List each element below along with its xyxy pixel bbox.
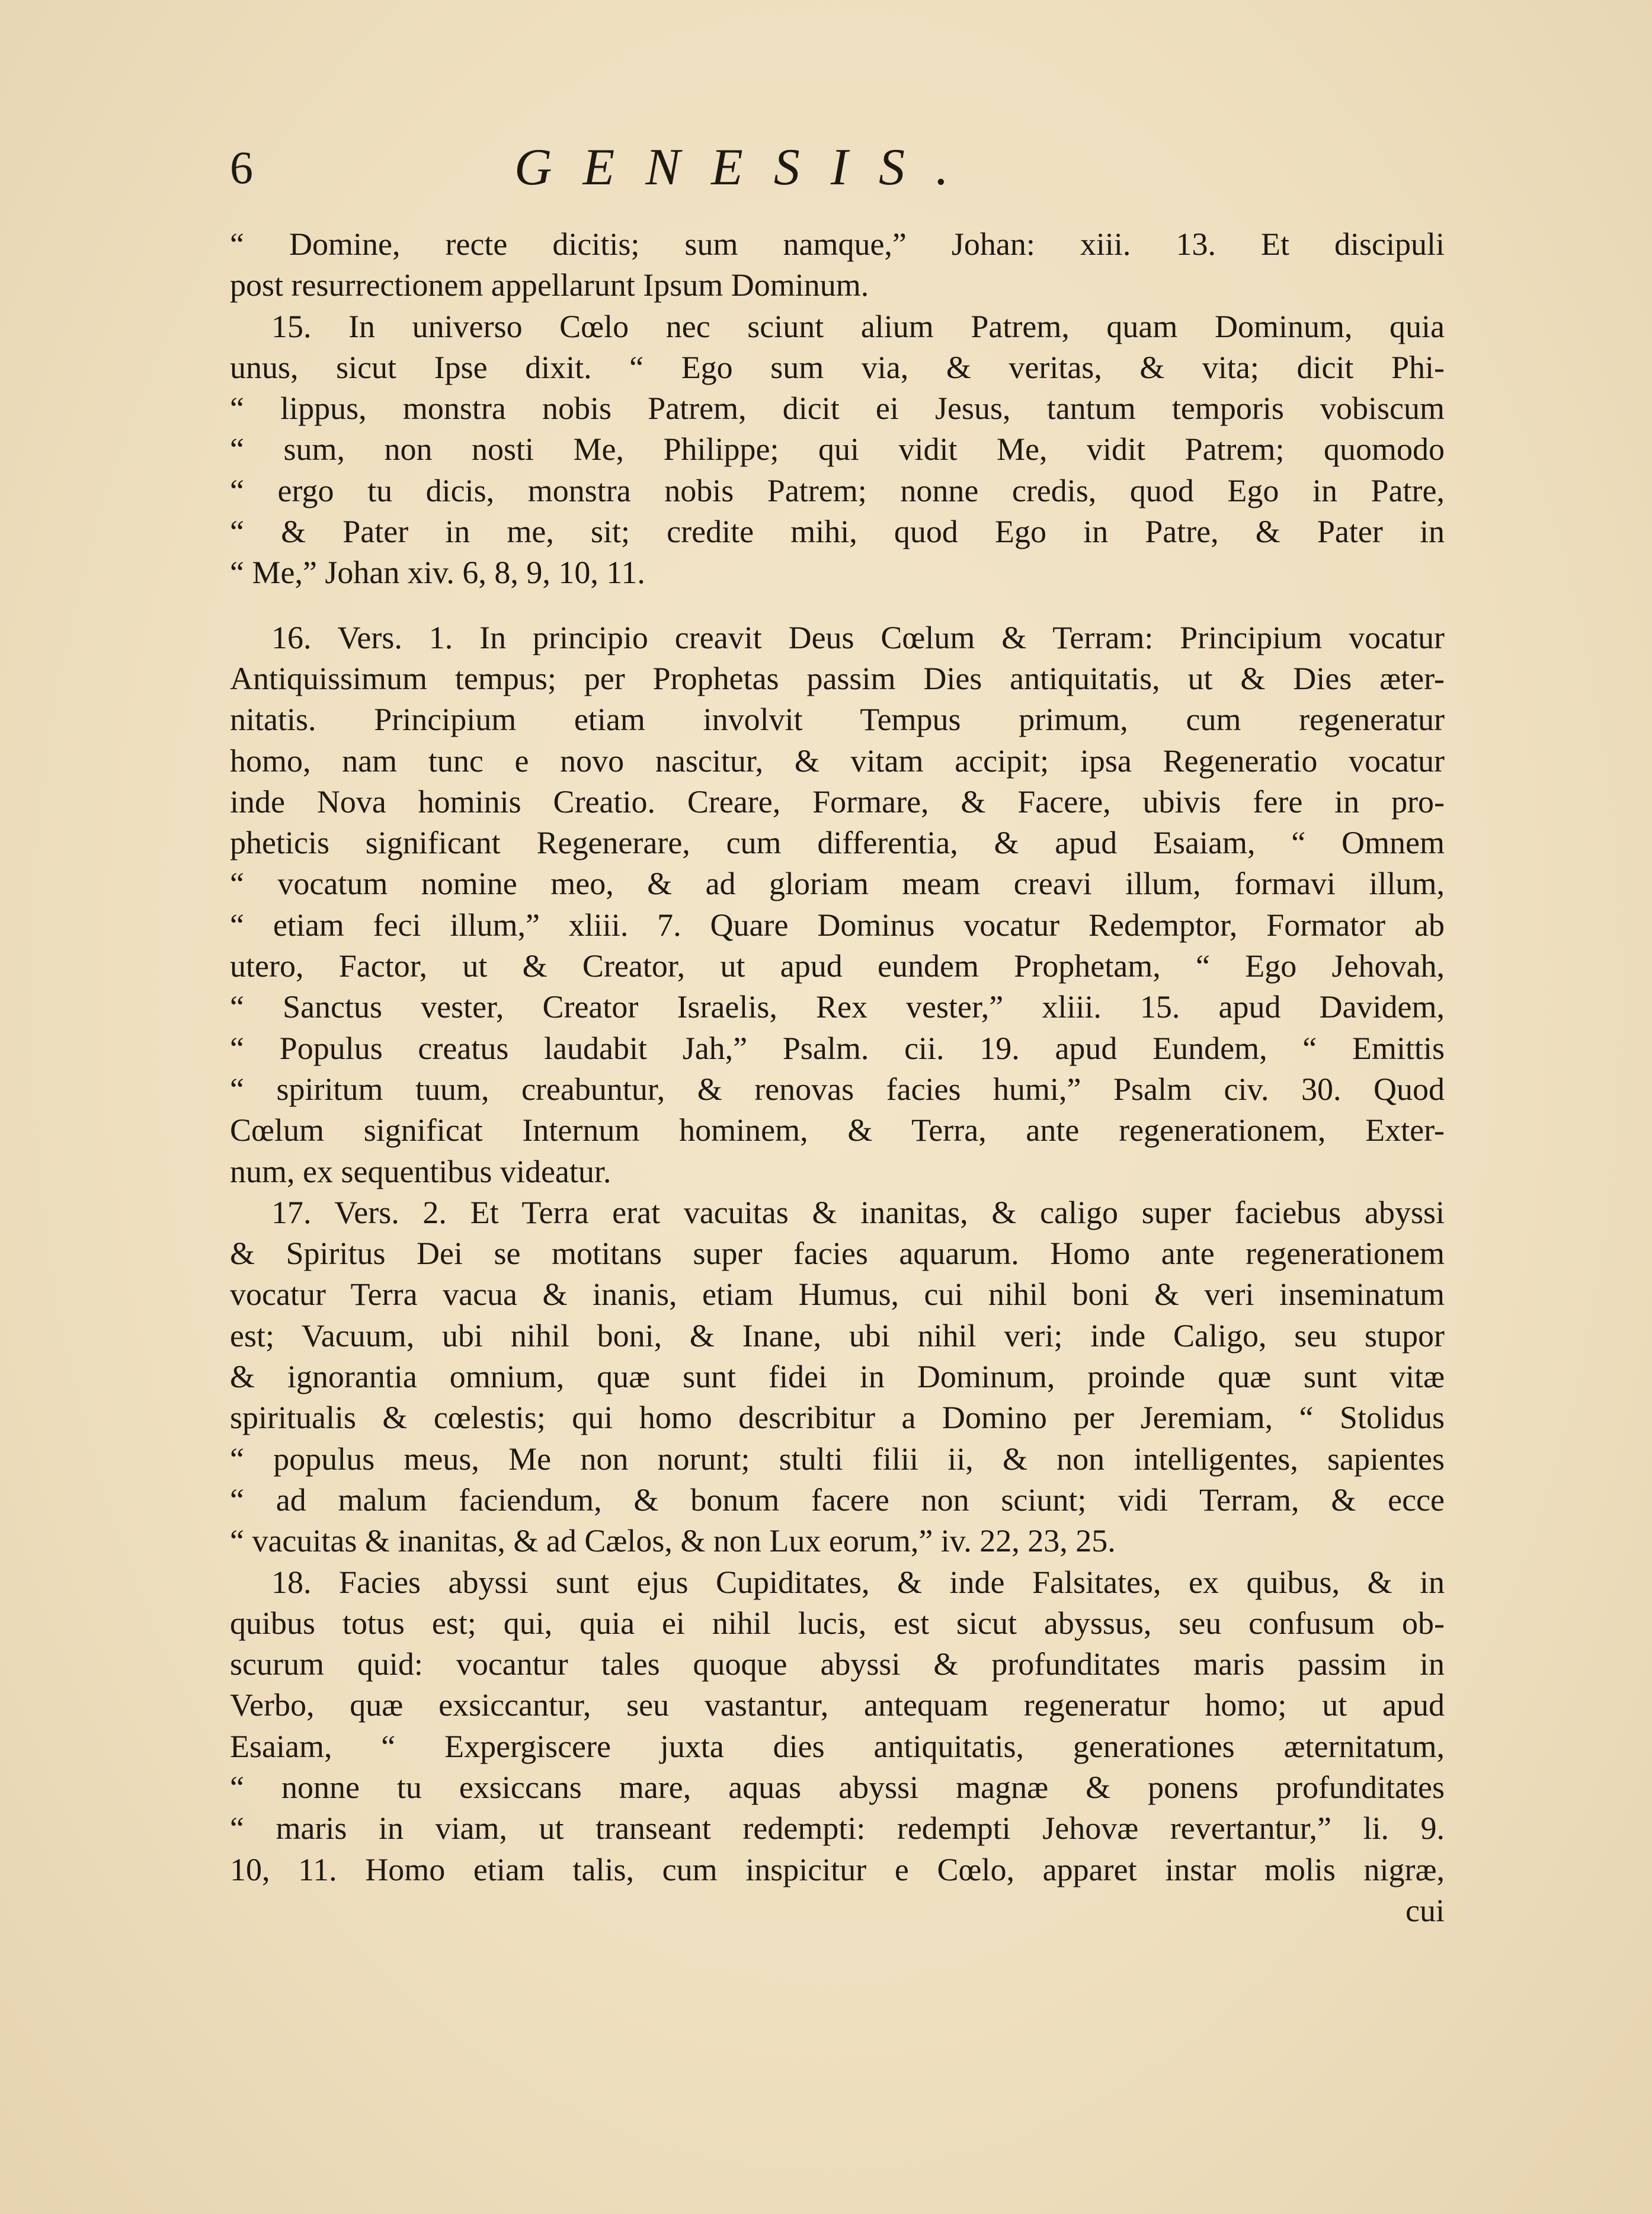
text-line: “ Domine, recte dicitis; sum namque,” Johan: xiii. 13. Et discipuli [230,226,1445,262]
text-line: “ vacuitas & inanitas, & ad Cælos, & non Lux eorum,” iv. 22, 23, 25. [230,1523,1116,1559]
text-line: “ spiritum tuum, creabuntur, & renovas facies humi,” Psalm civ. 30. Quod [230,1071,1445,1107]
text-line: nitatis. Principium etiam involvit Tempus primum, cum regeneratur [230,702,1445,738]
text-line: “ Me,” Johan xiv. 6, 8, 9, 10, 11. [230,555,645,591]
text-line: “ sum, non nosti Me, Philippe; qui vidit Me, vidit Patrem; quomodo [230,431,1445,468]
text-line: cui [1406,1892,1445,1928]
text-line: Cœlum significat Internum hominem, & Terra, ante regenerationem, Exter- [230,1112,1445,1148]
text-line: “ etiam feci illum,” xliii. 7. Quare Dominus vocatur Redemptor, Formator ab [230,907,1445,943]
text-line: “ vocatum nomine meo, & ad gloriam meam creavi illum, formavi illum, [230,866,1445,902]
text-line: “ Sanctus vester, Creator Israelis, Rex vester,” xliii. 15. apud Davidem, [230,989,1445,1025]
text-line: scurum quid: vocantur tales quoque abyssi & profunditates maris passim in [230,1646,1445,1682]
text-line: est; Vacuum, ubi nihil boni, & Inane, ubi nihil veri; inde Caligo, seu stupor [230,1317,1445,1354]
text-line: “ Populus creatus laudabit Jah,” Psalm. cii. 19. apud Eundem, “ Emittis [230,1030,1445,1066]
text-line: vocatur Terra vacua & inanis, etiam Humus, cui nihil boni & veri inseminatum [230,1276,1445,1313]
text-line: “ & Pater in me, sit; credite mihi, quod Ego in Patre, & Pater in [230,514,1445,550]
text-line: post resurrectionem appellarunt Ipsum Dominum. [230,267,869,303]
text-line: “ nonne tu exsiccans mare, aquas abyssi magnæ & ponens profunditates [230,1769,1445,1805]
text-line: Verbo, quæ exsiccantur, seu vastantur, antequam regeneratur homo; ut apud [230,1687,1445,1723]
text-line: 10, 11. Homo etiam talis, cum inspicitur e Cœlo, apparet instar molis nigræ, [230,1851,1445,1887]
text-line: spiritualis & cœlestis; qui homo describitur a Domino per Jeremiam, “ Stolidus [230,1400,1445,1436]
text-line: num, ex sequentibus videatur. [230,1153,612,1189]
text-line: 16. Vers. 1. In principio creavit Deus Cœlum & Terram: Principium vocatur [271,619,1445,655]
text-line: homo, nam tunc e novo nascitur, & vitam accipit; ipsa Regeneratio vocatur [230,743,1445,779]
text-line: Esaiam, “ Expergiscere juxta dies antiquitatis, generationes æternitatum, [230,1728,1445,1764]
running-title: GENESIS. [514,139,980,196]
text-line: unus, sicut Ipse dixit. “ Ego sum via, & veritas, & vita; dicit Phi- [230,349,1445,385]
page-header [230,135,1445,200]
text-line: 17. Vers. 2. Et Terra erat vacuitas & inanitas, & caligo super faciebus abyssi [271,1194,1445,1230]
body-text [230,224,1445,1931]
text-line: utero, Factor, ut & Creator, ut apud eundem Prophetam, “ Ego Jehovah, [230,948,1445,984]
text-line: “ ergo tu dicis, monstra nobis Patrem; nonne credis, quod Ego in Patre, [230,472,1445,508]
text-line: & ignorantia omnium, quæ sunt fidei in Dominum, proinde quæ sunt vitæ [230,1359,1445,1395]
text-line: “ lippus, monstra nobis Patrem, dicit ei Jesus, tantum temporis vobiscum [230,391,1445,427]
text-line: “ maris in viam, ut transeant redempti: redempti Jehovæ revertantur,” li. 9. [230,1810,1445,1847]
text-line: quibus totus est; qui, quia ei nihil lucis, est sicut abyssus, seu confusum ob- [230,1605,1445,1641]
page-number: 6 [230,142,253,193]
text-line: inde Nova hominis Creatio. Creare, Formare, & Facere, ubivis fere in pro- [230,783,1445,820]
text-line: “ ad malum faciendum, & bonum facere non sciunt; vidi Terram, & ecce [230,1482,1445,1518]
text-line: & Spiritus Dei se motitans super facies aquarum. Homo ante regenerationem [230,1236,1445,1272]
text-line: Antiquissimum tempus; per Prophetas passim Dies antiquitatis, ut & Dies æter- [230,660,1445,696]
text-line: pheticis significant Regenerare, cum differentia, & apud Esaiam, “ Omnem [230,825,1445,861]
text-line: 18. Facies abyssi sunt ejus Cupiditates, & inde Falsitates, ex quibus, & in [271,1564,1445,1600]
text-line: “ populus meus, Me non norunt; stulti filii ii, & non intelligentes, sapientes [230,1441,1445,1477]
paragraph-gap [230,594,1445,618]
text-line: 15. In universo Cœlo nec sciunt alium Patrem, quam Dominum, quia [271,308,1445,344]
